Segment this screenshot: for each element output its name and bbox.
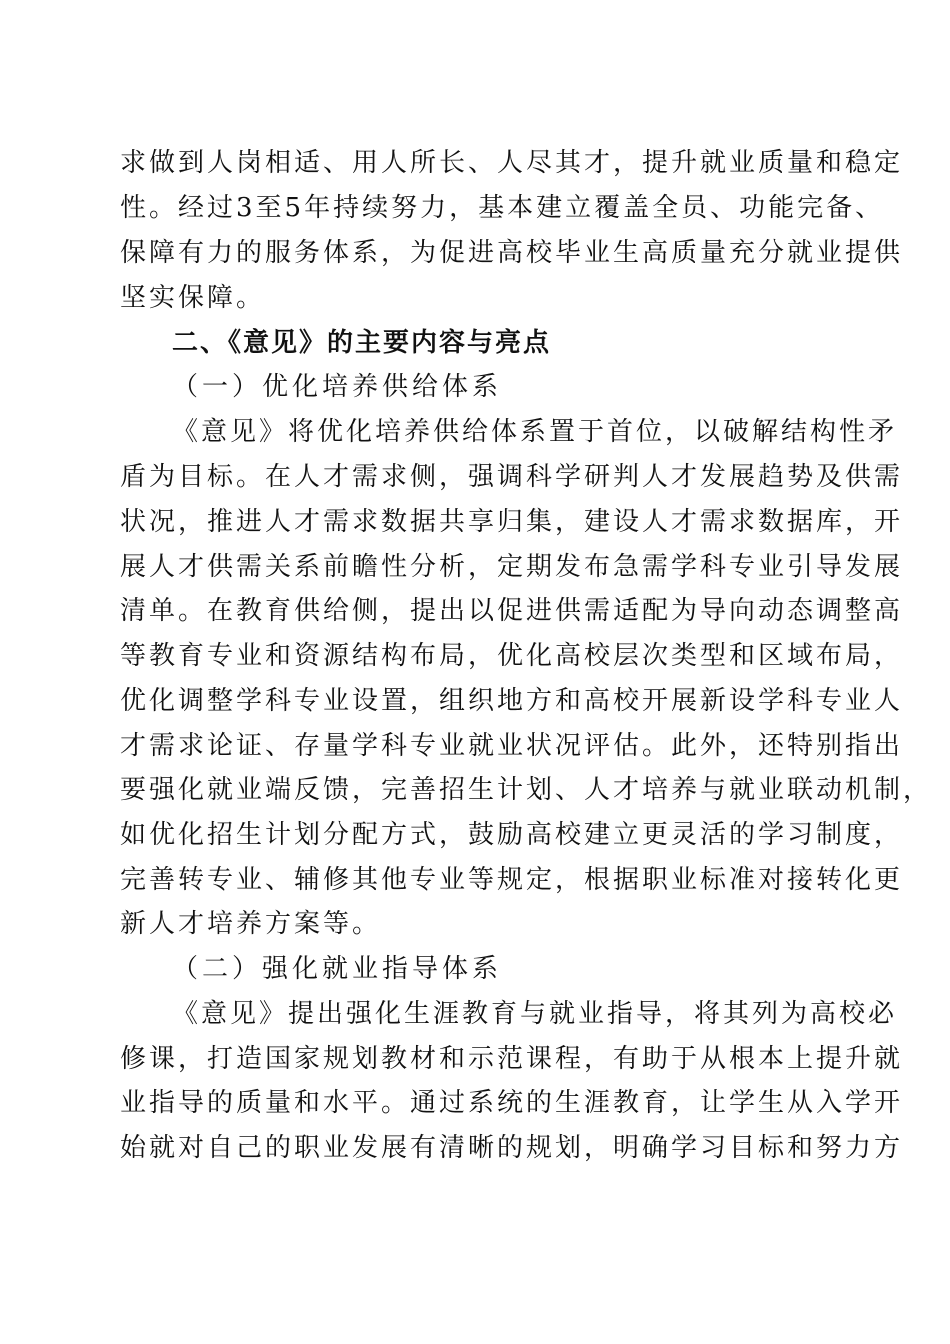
subsection-heading: （一）优化培养供给体系 (172, 372, 503, 402)
body-line: 如优化招生计划分配方式，鼓励高校建立更灵活的学习制度， (120, 820, 904, 850)
body-line: 始就对自己的职业发展有清晰的规划，明确学习目标和努力方 (120, 1133, 904, 1163)
body-line: 《意见》将优化培养供给体系置于首位，以破解结构性矛 (172, 417, 898, 447)
section-heading: 二、《意见》的主要内容与亮点 (172, 328, 552, 358)
body-line: 清单。在教育供给侧，提出以促进供需适配为导向动态调整高 (120, 596, 904, 626)
body-line: 等教育专业和资源结构布局，优化高校层次类型和区域布局， (120, 641, 904, 671)
body-line: 修课，打造国家规划教材和示范课程，有助于从根本上提升就 (120, 1044, 904, 1074)
body-line: 优化调整学科专业设置，组织地方和高校开展新设学科专业人 (120, 686, 904, 716)
body-line: 完善转专业、辅修其他专业等规定，根据职业标准对接转化更 (120, 865, 904, 895)
body-line: 状况，推进人才需求数据共享归集，建设人才需求数据库，开 (120, 507, 904, 537)
body-line: 保障有力的服务体系，为促进高校毕业生高质量充分就业提供 (120, 238, 904, 268)
body-line: 求做到人岗相适、用人所长、人尽其才，提升就业质量和稳定 (120, 148, 904, 178)
body-line: 展人才供需关系前瞻性分析，定期发布急需学科专业引导发展 (120, 552, 904, 582)
body-line: 《意见》提出强化生涯教育与就业指导，将其列为高校必 (172, 999, 898, 1029)
subsection-heading: （二）强化就业指导体系 (172, 954, 503, 984)
body-line: 性。经过3至5年持续努力，基本建立覆盖全员、功能完备、 (120, 193, 885, 223)
body-line: 要强化就业端反馈，完善招生计划、人才培养与就业联动机制， (120, 775, 933, 805)
body-line: 坚实保障。 (120, 283, 266, 313)
body-line: 业指导的质量和水平。通过系统的生涯教育，让学生从入学开 (120, 1088, 904, 1118)
body-line: 盾为目标。在人才需求侧，强调科学研判人才发展趋势及供需 (120, 462, 904, 492)
body-line: 才需求论证、存量学科专业就业状况评估。此外，还特别指出 (120, 731, 904, 761)
body-line: 新人才培养方案等。 (120, 909, 382, 939)
